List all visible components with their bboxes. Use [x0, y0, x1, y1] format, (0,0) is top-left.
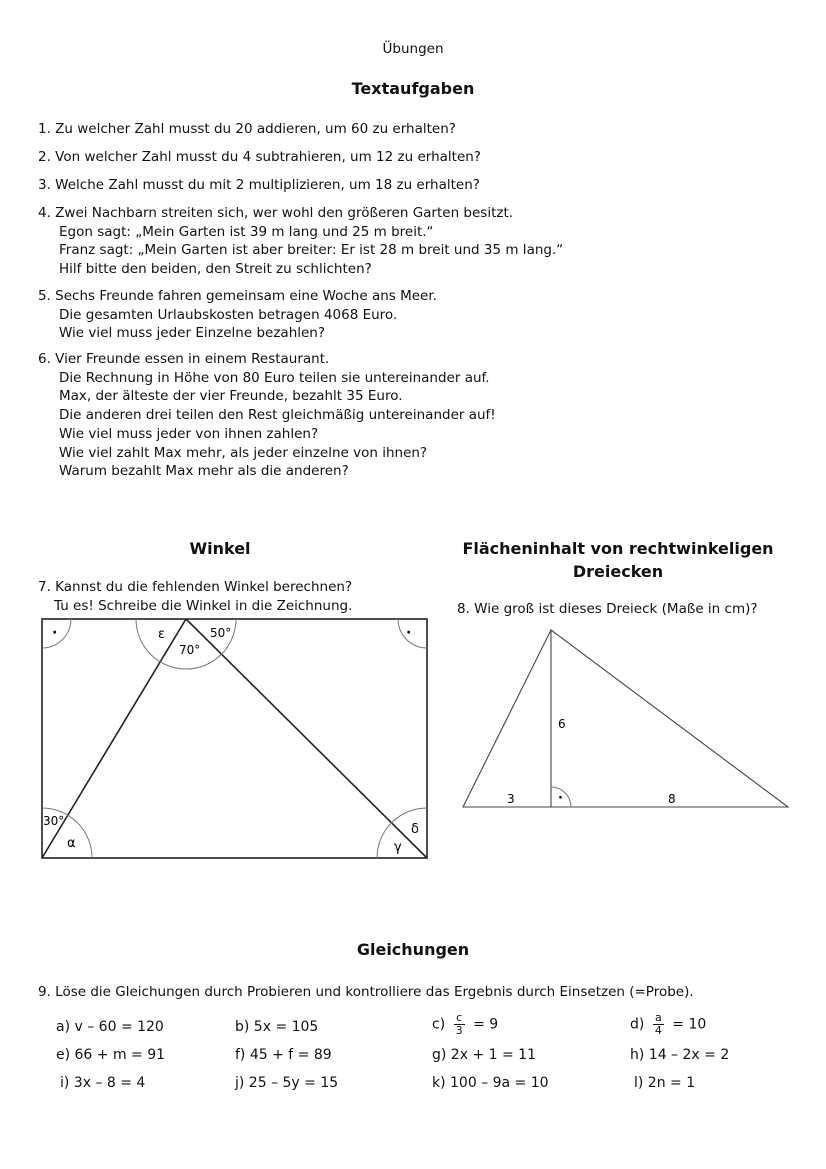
- equation-b: b) 5x = 105: [235, 1019, 319, 1035]
- fraction-numerator: c: [454, 1012, 465, 1025]
- problem-line: Die anderen drei teilen den Rest gleichmäßig untereinander auf!: [59, 407, 496, 424]
- winkel-task-line1: 7. Kannst du die fehlenden Winkel berechnen?: [38, 579, 353, 595]
- equation-f: f) 45 + f = 89: [235, 1047, 332, 1063]
- epsilon-label: ε: [158, 627, 166, 642]
- problem-5: [38, 287, 437, 343]
- equation-a: a) v – 60 = 120: [56, 1019, 164, 1035]
- equation-d: [630, 1012, 706, 1037]
- heading-flaeche-line2: Dreiecken: [572, 562, 664, 581]
- problem-line: Max, der älteste der vier Freunde, bezahlt 35 Euro.: [59, 388, 403, 405]
- problem-line: 5. Sechs Freunde fahren gemeinsam eine Woche ans Meer.: [38, 288, 437, 304]
- page-header: Übungen: [382, 41, 444, 57]
- fraction-numerator: a: [653, 1012, 664, 1025]
- equation-g: g) 2x + 1 = 11: [432, 1047, 536, 1063]
- gleichungen-task: 9. Löse die Gleichungen durch Probieren und kontrolliere das Ergebnis durch Einsetzen (=Probe).: [38, 984, 694, 1000]
- heading-textaufgaben: Textaufgaben: [351, 79, 475, 98]
- equation-j: j) 25 – 5y = 15: [235, 1075, 339, 1091]
- problem-1: [38, 120, 456, 139]
- problem-line: Wie viel muss jeder Einzelne bezahlen?: [59, 325, 326, 342]
- angle-50-label: 50°: [210, 626, 232, 640]
- problem-line: Egon sagt: „Mein Garten ist 39 m lang und 25 m breit.“: [59, 223, 434, 240]
- problem-2: [38, 148, 481, 167]
- problem-line: Franz sagt: „Mein Garten ist aber breiter: Er ist 28 m breit und 35 m lang.“: [59, 242, 564, 259]
- fraction: [454, 1012, 465, 1037]
- problem-6: [38, 350, 496, 481]
- right-angle-dot: ·: [558, 791, 563, 806]
- problem-line: Die gesamten Urlaubskosten betragen 4068 Euro.: [59, 306, 398, 323]
- equation-e: e) 66 + m = 91: [56, 1047, 166, 1063]
- right-diagonal: [186, 619, 427, 858]
- problem-line: Wie viel muss jeder von ihnen zahlen?: [59, 425, 319, 442]
- equation-i: i) 3x – 8 = 4: [60, 1075, 146, 1091]
- equation-l: l) 2n = 1: [634, 1075, 696, 1091]
- triangle-figure: [455, 622, 795, 817]
- equation-label: d): [630, 1016, 645, 1033]
- problem-line: 4. Zwei Nachbarn streiten sich, wer wohl den größeren Garten besitzt.: [38, 205, 514, 221]
- equation-rhs: = 10: [672, 1016, 707, 1033]
- equation-rhs: = 9: [473, 1016, 499, 1033]
- height-label: 6: [558, 717, 566, 731]
- delta-label: δ: [411, 822, 419, 837]
- rectangle: [42, 619, 427, 858]
- right-angle-dot: ·: [52, 625, 58, 641]
- problem-line: Die Rechnung in Höhe von 80 Euro teilen sie untereinander auf.: [59, 369, 490, 386]
- flaeche-task: 8. Wie groß ist dieses Dreieck (Maße in cm)?: [457, 601, 758, 617]
- right-angle-dot: ·: [406, 625, 412, 641]
- equation-h: h) 14 – 2x = 2: [630, 1047, 730, 1063]
- fraction-denominator: 3: [455, 1024, 463, 1037]
- fraction-denominator: 4: [654, 1024, 662, 1037]
- problem-line: 3. Welche Zahl musst du mit 2 multiplizieren, um 18 zu erhalten?: [38, 177, 480, 193]
- equation-k: k) 100 – 9a = 10: [432, 1075, 549, 1091]
- fraction: [653, 1012, 664, 1037]
- equation-c: [432, 1012, 498, 1037]
- heading-winkel: Winkel: [189, 539, 251, 558]
- problem-line: Hilf bitte den beiden, den Streit zu schlichten?: [59, 261, 372, 278]
- angle-30-label: 30°: [43, 814, 65, 828]
- problem-line: 2. Von welcher Zahl musst du 4 subtrahieren, um 12 zu erhalten?: [38, 149, 481, 165]
- problem-line: 6. Vier Freunde essen in einem Restaurant.: [38, 351, 330, 367]
- problem-4: [38, 204, 563, 279]
- winkel-task-line2: Tu es! Schreibe die Winkel in die Zeichnung.: [54, 598, 353, 614]
- problem-line: Wie viel zahlt Max mehr, als jeder einzelne von ihnen?: [59, 444, 428, 461]
- heading-flaeche-line1: Flächeninhalt von rechtwinkeligen: [462, 539, 774, 558]
- gamma-label: γ: [394, 840, 402, 855]
- problem-line: Warum bezahlt Max mehr als die anderen?: [59, 463, 349, 480]
- corner-arc-top-right: [398, 619, 427, 648]
- problem-line: 1. Zu welcher Zahl musst du 20 addieren, um 60 zu erhalten?: [38, 121, 456, 137]
- heading-gleichungen: Gleichungen: [356, 940, 470, 959]
- equation-label: c): [432, 1016, 446, 1033]
- angle-70-label: 70°: [179, 643, 201, 657]
- problem-3: [38, 176, 480, 195]
- triangle: [463, 630, 788, 807]
- left-base-label: 3: [507, 792, 515, 806]
- right-base-label: 8: [668, 792, 676, 806]
- winkel-figure: [38, 615, 432, 865]
- alpha-label: α: [67, 836, 76, 851]
